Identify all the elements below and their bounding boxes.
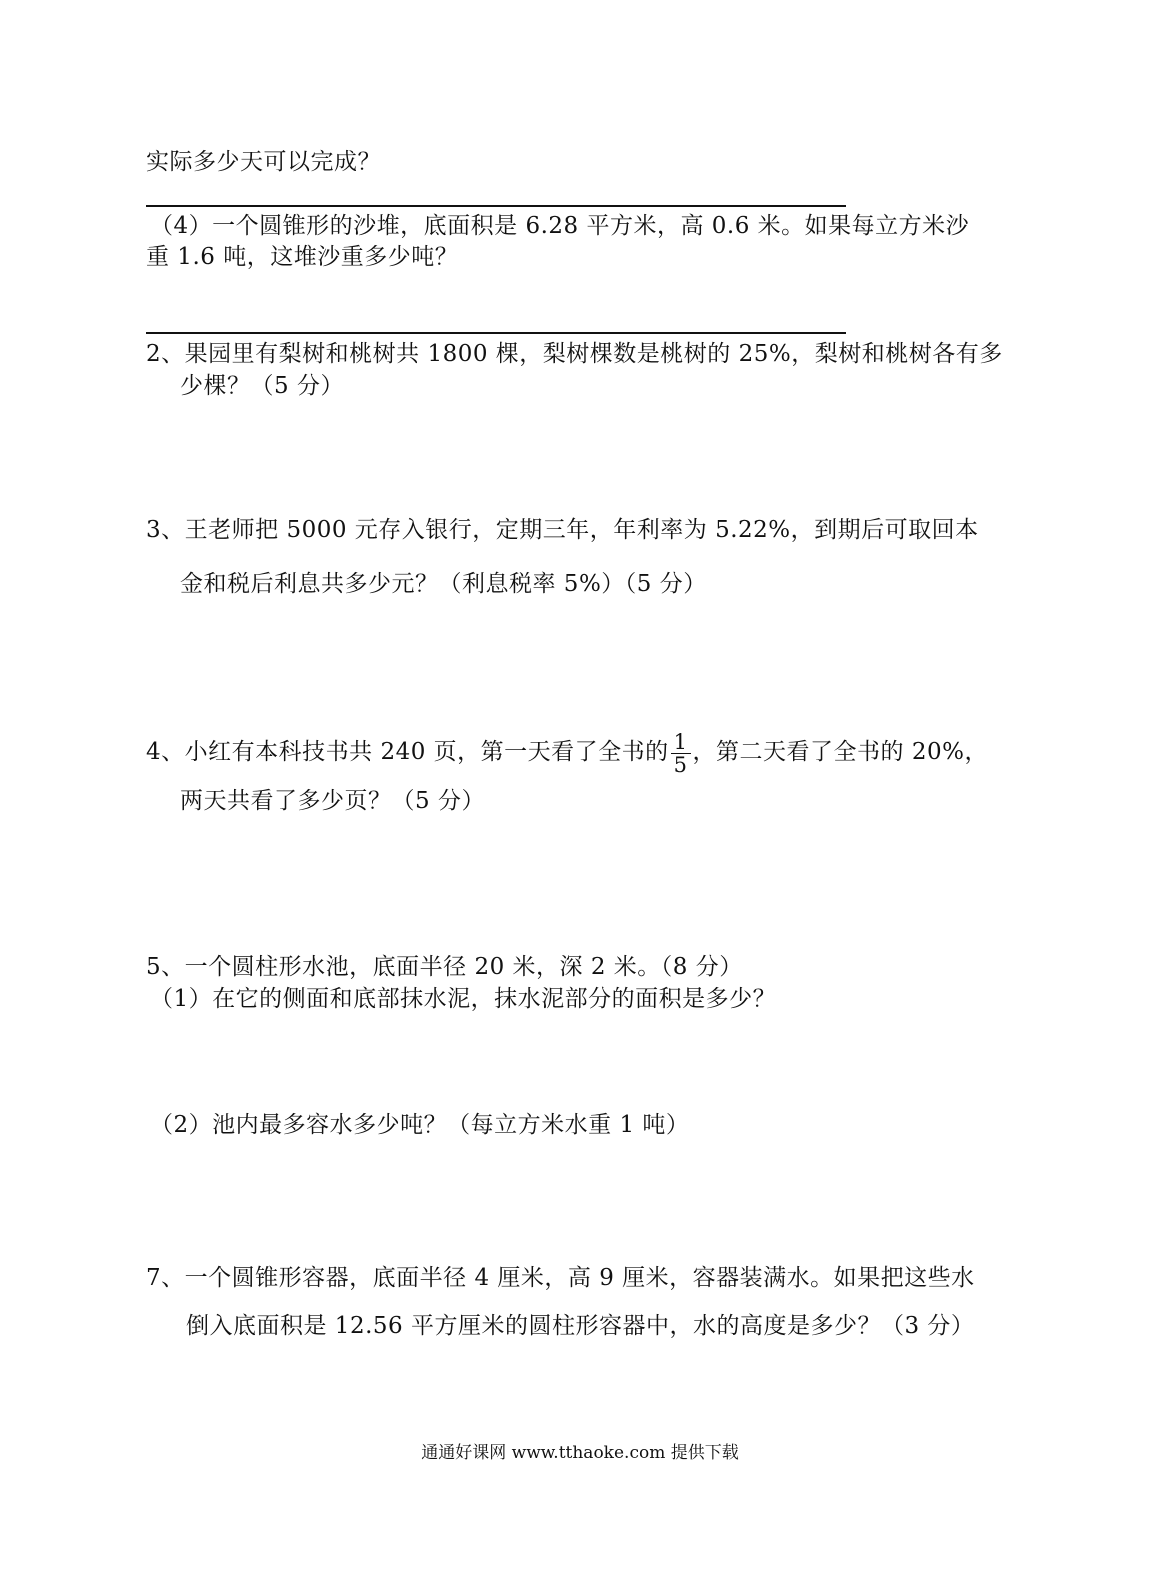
question-text: 重 1.6 吨，这堆沙重多少吨？ bbox=[146, 244, 459, 270]
question-text: 实际多少天可以完成？ bbox=[146, 149, 381, 175]
question-3-text: 金和税后利息共多少元？（利息税率 5%）（5 分） bbox=[180, 571, 707, 597]
question-5-sub-2: （2）池内最多容水多少吨？（每立方米水重 1 吨） bbox=[150, 1112, 690, 1138]
answer-divider bbox=[146, 205, 846, 207]
question-text: （4）一个圆锥形的沙堆，底面积是 6.28 平方米，高 0.6 米。如果每立方米沙 bbox=[150, 213, 970, 239]
answer-divider bbox=[146, 332, 846, 334]
fraction-one-fifth bbox=[671, 731, 691, 776]
question-3-text: 3、王老师把 5000 元存入银行，定期三年，年利率为 5.22%，到期后可取回本 bbox=[146, 517, 979, 543]
question-7-text: 倒入底面积是 12.56 平方厘米的圆柱形容器中，水的高度是多少？（3 分） bbox=[186, 1313, 975, 1339]
question-2-text: 2、果园里有梨树和桃树共 1800 棵，梨树棵数是桃树的 25%，梨树和桃树各有多 bbox=[146, 341, 1003, 367]
page-footer: 通通好课网 www.tthaoke.com 提供下载 bbox=[421, 1443, 739, 1463]
question-7-text: 7、一个圆锥形容器，底面半径 4 厘米，高 9 厘米，容器装满水。如果把这些水 bbox=[146, 1265, 975, 1291]
question-2-text: 少棵？（5 分） bbox=[180, 373, 344, 399]
question-5-sub-1: （1）在它的侧面和底部抹水泥，抹水泥部分的面积是多少？ bbox=[150, 986, 777, 1012]
question-5-text: 5、一个圆柱形水池，底面半径 20 米，深 2 米。（8 分） bbox=[146, 954, 743, 980]
fraction-numerator: 1 bbox=[671, 731, 691, 754]
question-4-text-part: ，第二天看了全书的 20%， bbox=[692, 739, 988, 765]
question-4-text bbox=[146, 727, 988, 777]
question-4-text: 两天共看了多少页？（5 分） bbox=[180, 788, 485, 814]
fraction-denominator: 5 bbox=[673, 752, 688, 777]
question-4-text-part: 4、小红有本科技书共 240 页，第一天看了全书的 bbox=[146, 739, 669, 765]
